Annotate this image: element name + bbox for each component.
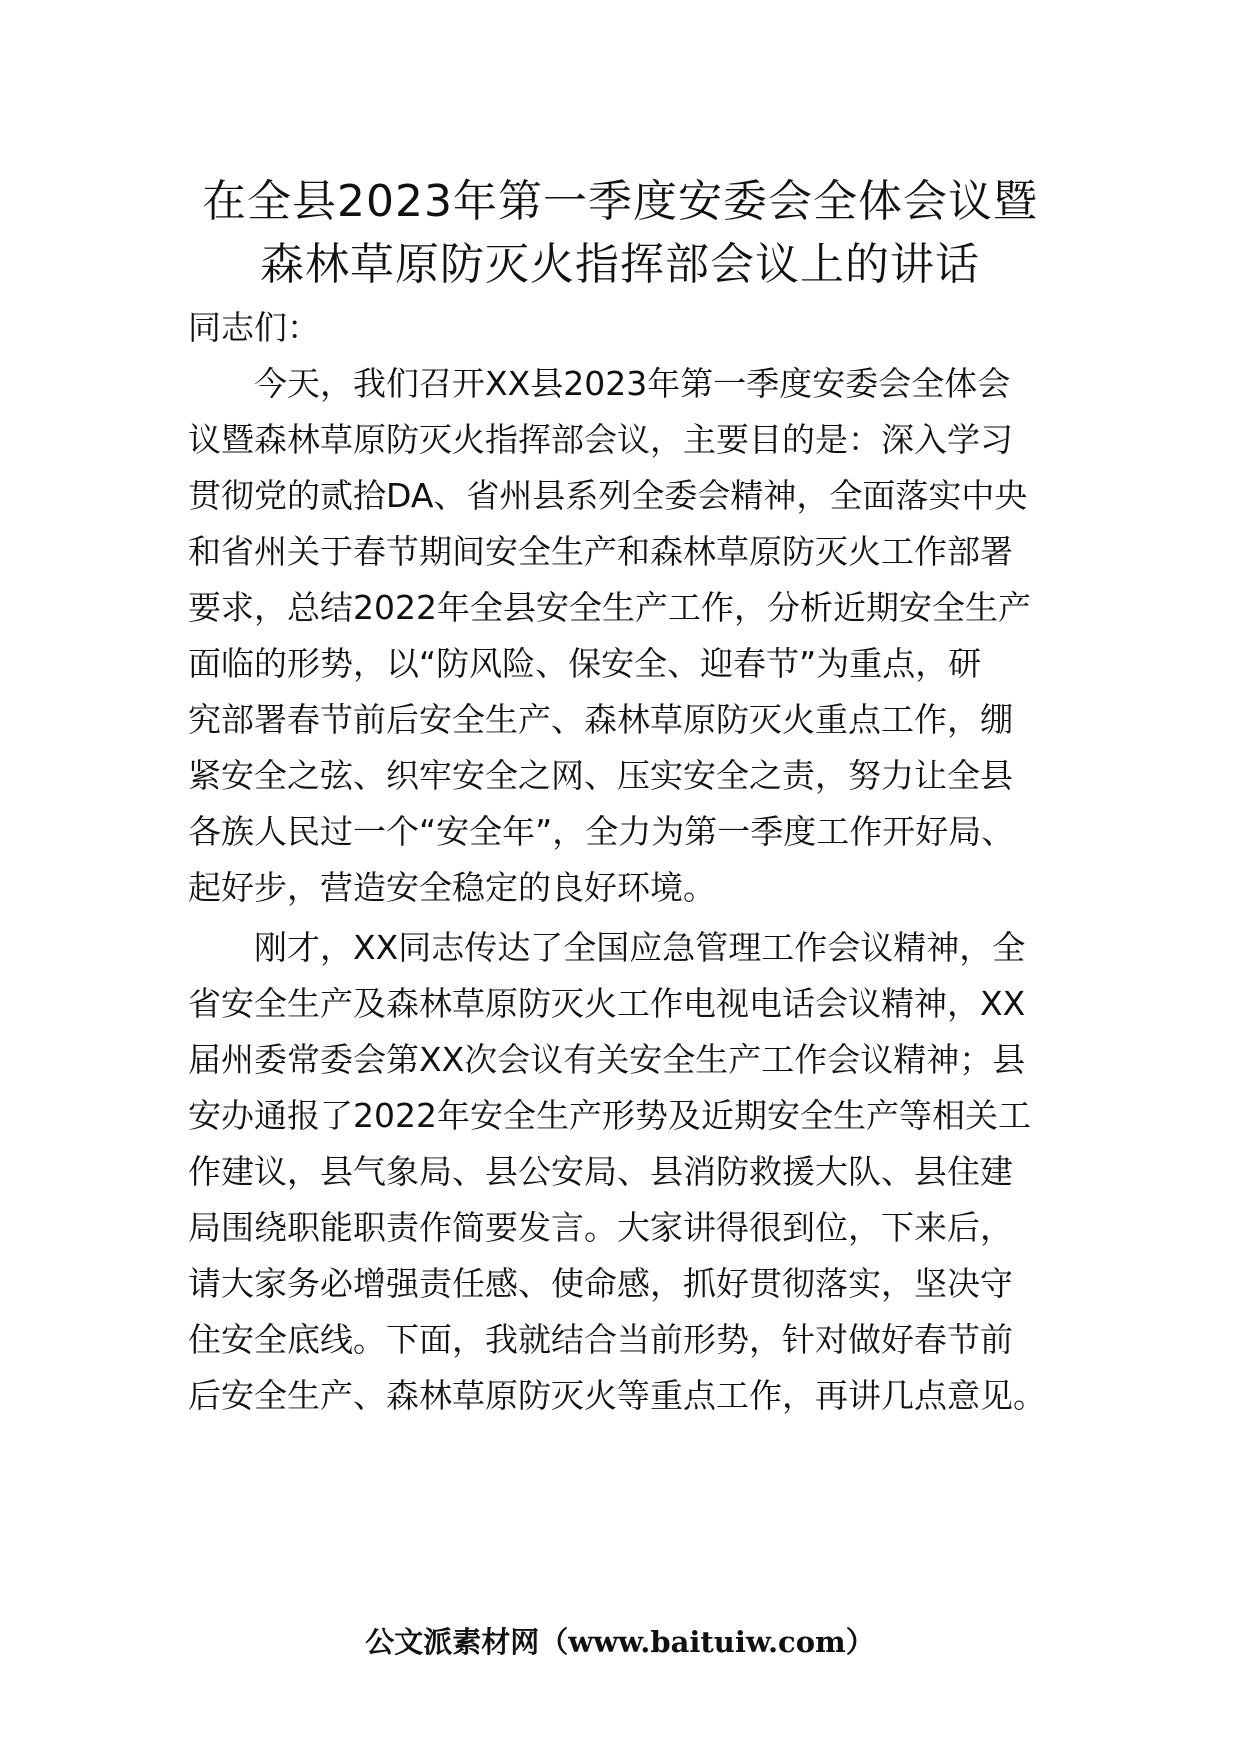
paragraph-1-line: 面临的形势，以“防风险、保安全、迎春节”为重点，研 xyxy=(188,644,982,683)
paragraph-1-line: 和省州关于春节期间安全生产和森林草原防灭火工作部署 xyxy=(188,532,1013,571)
paragraph-2-line: 省安全生产及森林草原防灭火工作电视电话会议精神，XX xyxy=(188,984,1026,1023)
document-title-line-2: 森林草原防灭火指挥部会议上的讲话 xyxy=(260,239,980,290)
paragraph-2-line: 住安全底线。下面，我就结合当前形势，针对做好春节前 xyxy=(188,1320,1013,1359)
paragraph-2-line: 刚才，XX同志传达了全国应急管理工作会议精神，全 xyxy=(254,928,1026,967)
paragraph-2-line: 安办通报了2022年安全生产形势及近期安全生产等相关工 xyxy=(188,1096,1031,1135)
paragraph-2-line: 局围绕职能职责作简要发言。大家讲得很到位，下来后， xyxy=(188,1208,1013,1247)
paragraph-1-line: 议暨森林草原防灭火指挥部会议，主要目的是：深入学习 xyxy=(188,420,1013,459)
footer-source-note: 公文派素材网（www.baituiw.com） xyxy=(365,1625,875,1659)
paragraph-2-line: 届州委常委会第XX次会议有关安全生产工作会议精神；县 xyxy=(188,1040,1026,1079)
paragraph-2-line: 作建议，县气象局、县公安局、县消防救援大队、县住建 xyxy=(188,1152,1013,1191)
document-title-line-1: 在全县2023年第一季度安委会全体会议暨 xyxy=(202,176,1038,227)
paragraph-1-line: 究部署春节前后安全生产、森林草原防灭火重点工作，绷 xyxy=(188,700,1013,739)
paragraph-1-line: 紧安全之弦、织牢安全之网、压实安全之责，努力让全县 xyxy=(188,756,1013,795)
paragraph-1-line: 今天，我们召开XX县2023年第一季度安委会全体会 xyxy=(254,364,1011,403)
paragraph-1-line: 贯彻党的贰拾DA、省州县系列全委会精神，全面落实中央 xyxy=(188,476,1028,515)
paragraph-1-line: 起好步，营造安全稳定的良好环境。 xyxy=(188,868,716,907)
paragraph-1-line: 各族人民过一个“安全年”，全力为第一季度工作开好局、 xyxy=(188,812,1015,851)
paragraph-2-line: 后安全生产、森林草原防灭火等重点工作，再讲几点意见。 xyxy=(188,1376,1046,1415)
salutation: 同志们： xyxy=(188,308,320,347)
paragraph-2-line: 请大家务必增强责任感、使命感，抓好贯彻落实，坚决守 xyxy=(188,1264,1013,1303)
paragraph-1-line: 要求，总结2022年全县安全生产工作，分析近期安全生产 xyxy=(188,588,1031,627)
